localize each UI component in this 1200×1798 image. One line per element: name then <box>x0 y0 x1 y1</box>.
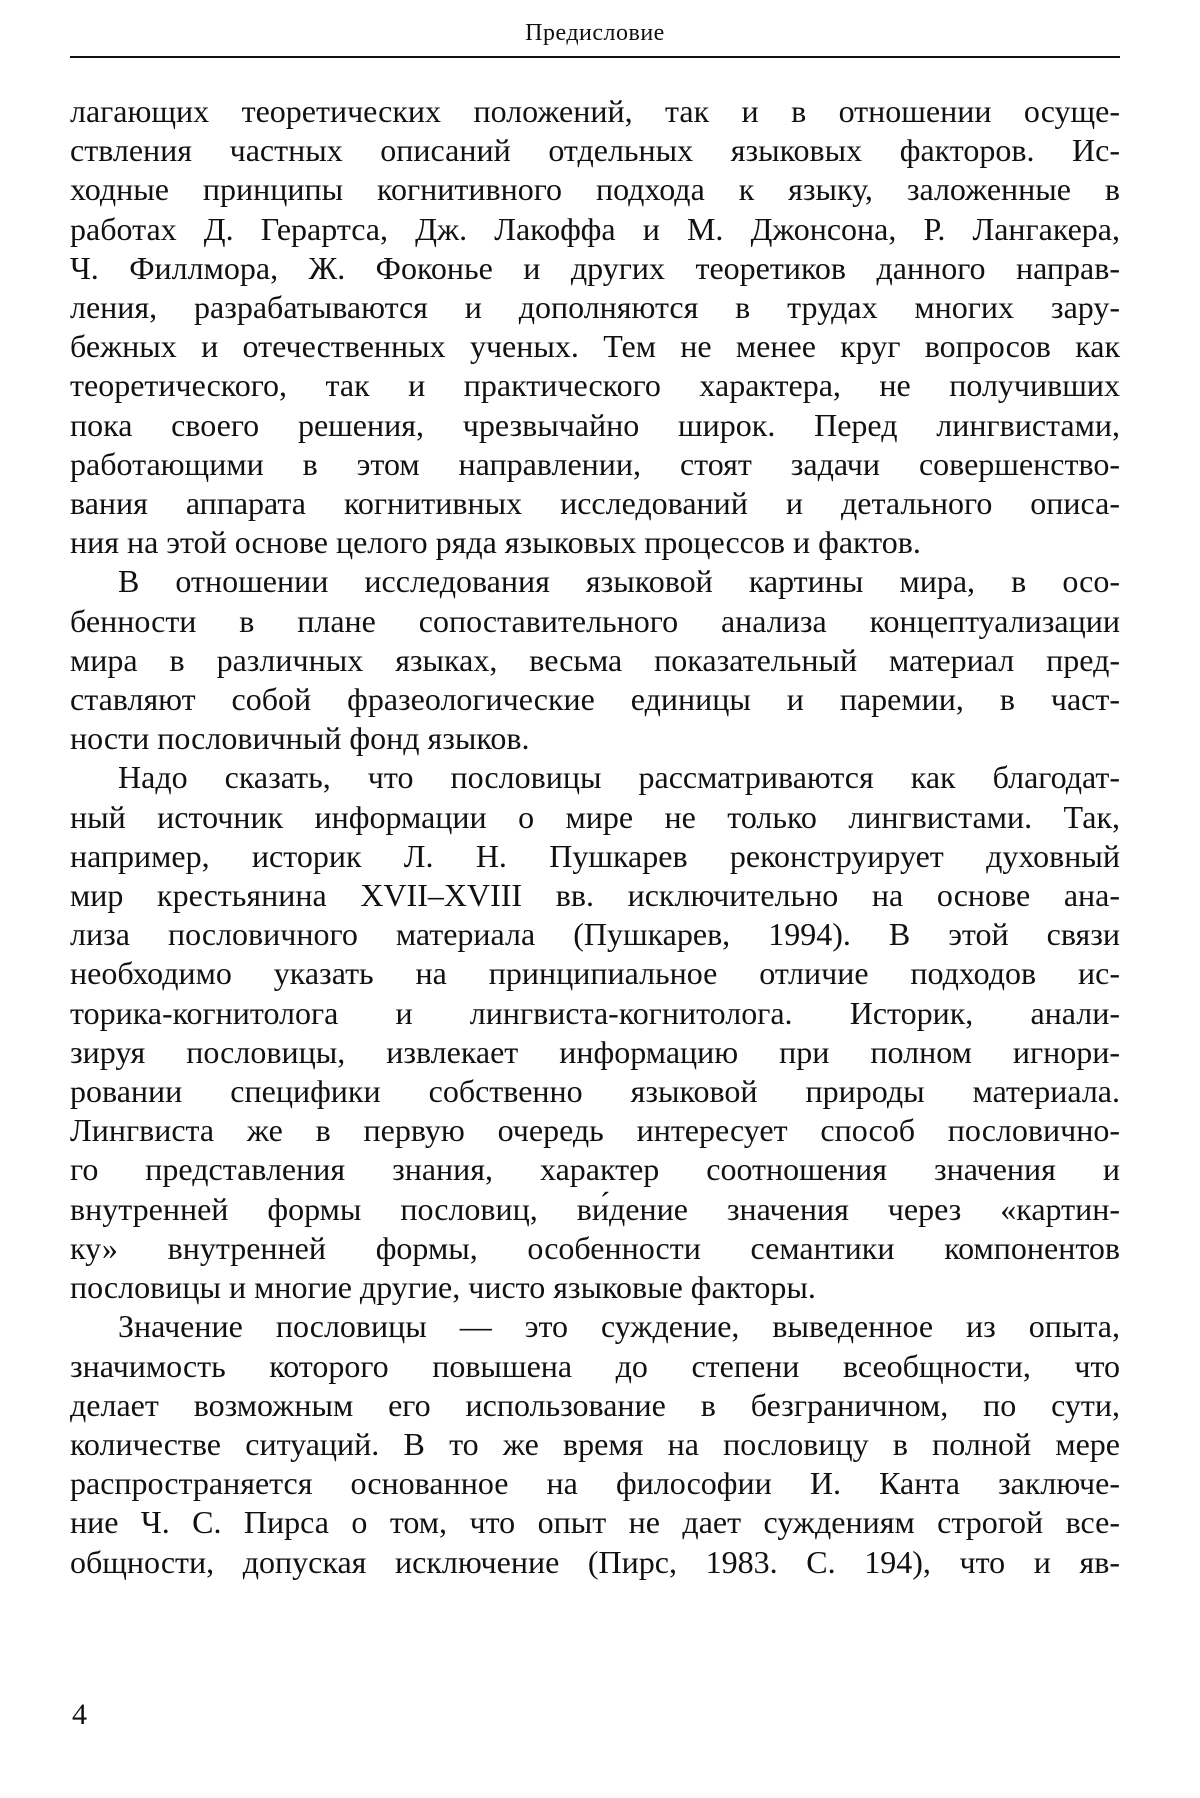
text-line: ности пословичный фонд языков. <box>70 720 530 757</box>
text-line: пока своего решения, чрезвычайно широк. Перед лингвистами, <box>70 406 1120 443</box>
text-line: внутренней формы пословиц, ви́дение значения через «картин- <box>70 1190 1120 1227</box>
text-line: лагающих теоретических положений, так и в отношении осуще- <box>70 93 1120 129</box>
text-line: необходимо указать на принципиальное отличие подходов ис- <box>70 955 1120 992</box>
text-line: ние Ч. С. Пирса о том, что опыт не дает суждениям строгой все- <box>70 1504 1120 1541</box>
text-line: го представления знания, характер соотношения значения и <box>70 1151 1120 1188</box>
header-rule <box>70 56 1120 58</box>
text-line: Надо сказать, что пословицы рассматриваются как благодат- <box>118 759 1120 796</box>
text-line: мир крестьянина XVII–XVIII вв. исключительно на основе ана- <box>70 877 1120 914</box>
text-line: лиза пословичного материала (Пушкарев, 1994). В этой связи <box>70 916 1120 953</box>
paragraph-2 <box>70 562 1120 758</box>
paragraph-4 <box>70 1307 1120 1581</box>
text-line: работающими в этом направлении, стоят задачи совершенство- <box>70 445 1120 482</box>
body-text <box>70 92 1120 1582</box>
paragraph-1 <box>70 92 1120 562</box>
text-line: работах Д. Герартса, Дж. Лакоффа и М. Джонсона, Р. Лангакера, <box>70 210 1120 247</box>
text-line: торика-когнитолога и лингвиста-когнитолога. Историк, анали- <box>70 994 1120 1031</box>
text-line: Ч. Филлмора, Ж. Фоконье и других теоретиков данного направ- <box>70 249 1120 286</box>
text-line: ления, разрабатываются и дополняются в трудах многих зару- <box>70 289 1120 326</box>
page-number: 4 <box>72 1698 87 1731</box>
text-line: количестве ситуаций. В то же время на пословицу в полной мере <box>70 1425 1120 1462</box>
text-line: ку» внутренней формы, особенности семантики компонентов <box>70 1229 1120 1266</box>
text-line: ный источник информации о мире не только лингвистами. Так, <box>70 798 1120 835</box>
paragraph-3 <box>70 758 1120 1307</box>
text-line: теоретического, так и практического характера, не получивших <box>70 367 1120 404</box>
text-line: делает возможным его использование в безграничном, по сути, <box>70 1386 1120 1423</box>
text-line: пословицы и многие другие, чисто языковые факторы. <box>70 1269 816 1306</box>
text-line: ходные принципы когнитивного подхода к языку, заложенные в <box>70 171 1120 208</box>
running-header: Предисловие <box>525 20 665 46</box>
text-line: бенности в плане сопоставительного анализа концептуализации <box>70 602 1120 639</box>
text-line: распространяется основанное на философии И. Канта заключе- <box>70 1465 1120 1502</box>
text-line: мира в различных языках, весьма показательный материал пред- <box>70 641 1120 678</box>
text-line: вания аппарата когнитивных исследований и детального описа- <box>70 485 1120 522</box>
text-line: общности, допуская исключение (Пирс, 1983. С. 194), что и яв- <box>70 1543 1120 1580</box>
text-line: В отношении исследования языковой картины мира, в осо- <box>118 563 1120 600</box>
text-line: ровании специфики собственно языковой природы материала. <box>70 1073 1120 1110</box>
text-line: бежных и отечественных ученых. Тем не менее круг вопросов как <box>70 328 1120 365</box>
text-line: Значение пословицы — это суждение, выведенное из опыта, <box>118 1308 1120 1345</box>
text-line: значимость которого повышена до степени всеобщности, что <box>70 1347 1120 1384</box>
text-line: ствления частных описаний отдельных языковых факторов. Ис- <box>70 132 1120 169</box>
text-line: ния на этой основе целого ряда языковых процессов и фактов. <box>70 524 921 561</box>
text-line: зируя пословицы, извлекает информацию при полном игнори- <box>70 1033 1120 1070</box>
text-line: ставляют собой фразеологические единицы и паремии, в част- <box>70 681 1120 718</box>
text-line: Лингвиста же в первую очередь интересует способ пословично- <box>70 1112 1120 1149</box>
text-line: например, историк Л. Н. Пушкарев реконструирует духовный <box>70 837 1120 874</box>
